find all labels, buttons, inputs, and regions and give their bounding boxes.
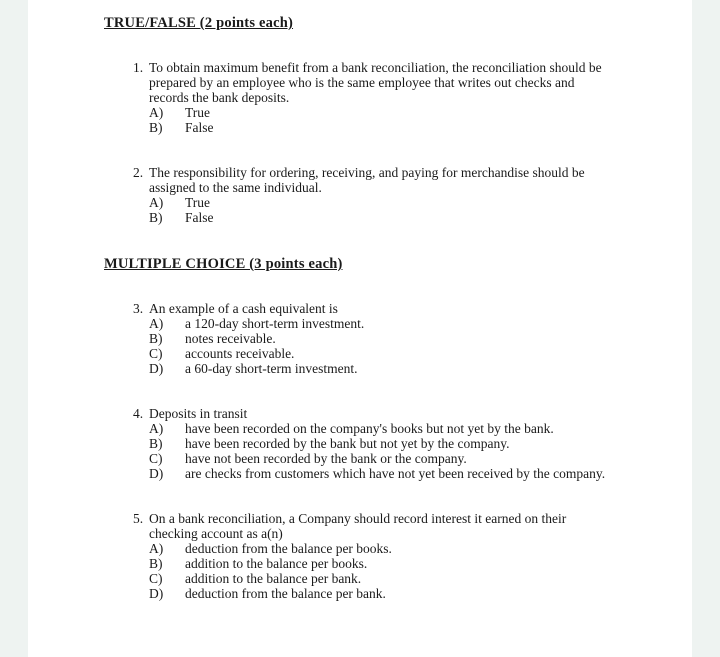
option-label: A) xyxy=(149,316,164,331)
answer-option xyxy=(149,361,364,376)
option-text: True xyxy=(185,195,211,210)
option-text: a 120-day short-term investment. xyxy=(185,316,365,331)
answer-option xyxy=(149,105,607,120)
answer-option xyxy=(149,120,607,135)
option-label: C) xyxy=(149,571,163,586)
option-text: accounts receivable. xyxy=(185,346,295,361)
question-2 xyxy=(133,165,664,225)
option-label: B) xyxy=(149,210,163,225)
option-label: B) xyxy=(149,331,163,346)
answer-option xyxy=(149,586,607,601)
option-label: A) xyxy=(149,541,164,556)
answer-option xyxy=(149,571,607,586)
question-number: 5. xyxy=(133,511,144,526)
option-text: addition to the balance per bank. xyxy=(185,571,362,586)
question-3 xyxy=(133,301,664,376)
question-text: Deposits in transit xyxy=(149,406,248,421)
answer-option xyxy=(149,421,605,436)
option-text: addition to the balance per books. xyxy=(185,556,368,571)
question-number: 3. xyxy=(133,301,144,316)
option-text: a 60-day short-term investment. xyxy=(185,361,358,376)
option-text: have not been recorded by the bank or the company. xyxy=(185,451,467,466)
section-heading-true-false: TRUE/FALSE (2 points each) xyxy=(104,15,294,31)
option-label: B) xyxy=(149,120,163,135)
answer-option xyxy=(149,556,607,571)
option-text: notes receivable. xyxy=(185,331,276,346)
question-text: An example of a cash equivalent is xyxy=(149,301,338,316)
option-label: D) xyxy=(149,361,164,376)
document-content xyxy=(28,0,692,601)
question-body xyxy=(149,301,364,376)
question-5 xyxy=(133,511,664,601)
question-number: 1. xyxy=(133,60,144,75)
answer-option xyxy=(149,331,364,346)
option-label: A) xyxy=(149,105,164,120)
answer-option xyxy=(149,210,607,225)
document-page xyxy=(28,0,692,657)
question-number: 4. xyxy=(133,406,144,421)
option-label: C) xyxy=(149,346,163,361)
option-text: False xyxy=(185,210,214,225)
question-body xyxy=(149,511,607,601)
question-4 xyxy=(133,406,664,481)
question-body xyxy=(149,60,607,135)
answer-option xyxy=(149,436,605,451)
option-label: B) xyxy=(149,556,163,571)
question-text: The responsibility for ordering, receiving, and paying for merchandise should be assigned to the same individual. xyxy=(149,165,585,195)
option-text: deduction from the balance per books. xyxy=(185,541,392,556)
section-heading-multiple-choice: MULTIPLE CHOICE (3 points each) xyxy=(104,256,343,272)
option-label: B) xyxy=(149,436,163,451)
answer-option xyxy=(149,466,605,481)
question-number: 2. xyxy=(133,165,144,180)
question-body xyxy=(149,406,605,481)
option-label: C) xyxy=(149,451,163,466)
option-text: have been recorded on the company's books but not yet by the bank. xyxy=(185,421,554,436)
answer-option xyxy=(149,195,607,210)
option-text: have been recorded by the bank but not yet by the company. xyxy=(185,436,510,451)
option-text: deduction from the balance per bank. xyxy=(185,586,386,601)
option-text: True xyxy=(185,105,211,120)
option-label: D) xyxy=(149,586,164,601)
option-text: False xyxy=(185,120,214,135)
question-1 xyxy=(133,60,664,135)
answer-option xyxy=(149,316,364,331)
option-label: A) xyxy=(149,421,164,436)
option-label: D) xyxy=(149,466,164,481)
option-text: are checks from customers which have not yet been received by the company. xyxy=(185,466,606,481)
question-body xyxy=(149,165,607,225)
question-text: On a bank reconciliation, a Company should record interest it earned on their checking account as a(n) xyxy=(149,511,567,541)
question-text: To obtain maximum benefit from a bank reconciliation, the reconciliation should be prepared by an employee who is the same employee that writes out checks and records the bank deposits. xyxy=(149,60,602,105)
answer-option xyxy=(149,346,364,361)
answer-option xyxy=(149,541,607,556)
answer-option xyxy=(149,451,605,466)
option-label: A) xyxy=(149,195,164,210)
